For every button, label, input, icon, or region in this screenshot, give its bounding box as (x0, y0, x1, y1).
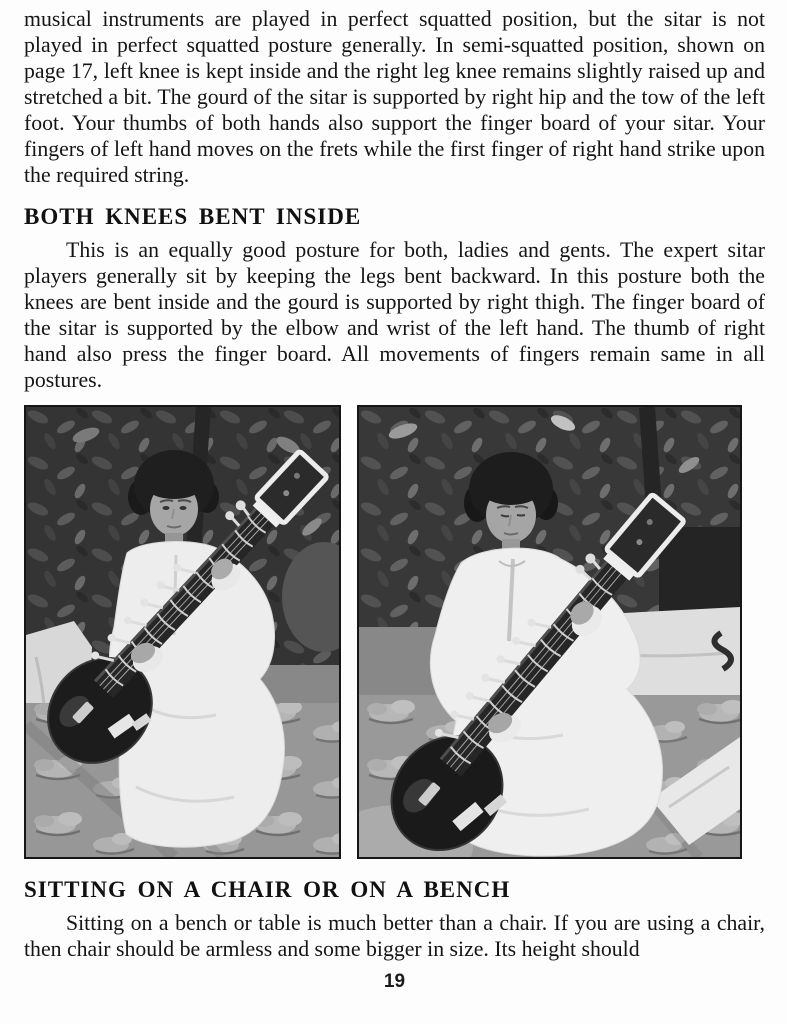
section-heading-both-knees: BOTH KNEES BENT INSIDE (24, 204, 362, 229)
sitar-player-photo-right (359, 407, 740, 857)
paragraph-sitting-chair: Sitting on a bench or table is much better than a chair. If you are using a chair, then chair should be armless and some bigger in size. Its height should (24, 911, 765, 961)
section-heading-sitting-chair: SITTING ON A CHAIR OR ON A BENCH (24, 877, 511, 902)
figure-photo-right (357, 405, 742, 859)
paragraph-both-knees: This is an equally good posture for both, ladies and gents. The expert sitar players generally sit by keeping the legs bent backward. In this posture both the knees are bent inside and the gourd is supported by right thigh. The finger board of the sitar is supported by the elbow and wrist of the left hand. The thumb of right hand also press the finger board. All movements of fingers remain same in all postures. (24, 238, 765, 392)
sitar-player-photo-left (26, 407, 339, 857)
page-number: 19 (383, 971, 406, 992)
paragraph-continuation: musical instruments are played in perfect squatted position, but the sitar is not played in perfect squatted posture generally. In semi-squatted position, shown on page 17, left knee is kept inside and the right leg knee remains slightly raised up and stretched a bit. The gourd of the sitar is supported by right hip and the tow of the left foot. Your thumbs of both hands also support the finger board of your sitar. Your fingers of left hand moves on the frets while the first finger of right hand strike upon the required string. (24, 7, 765, 187)
figure-row (24, 405, 765, 859)
figure-photo-left (24, 405, 341, 859)
